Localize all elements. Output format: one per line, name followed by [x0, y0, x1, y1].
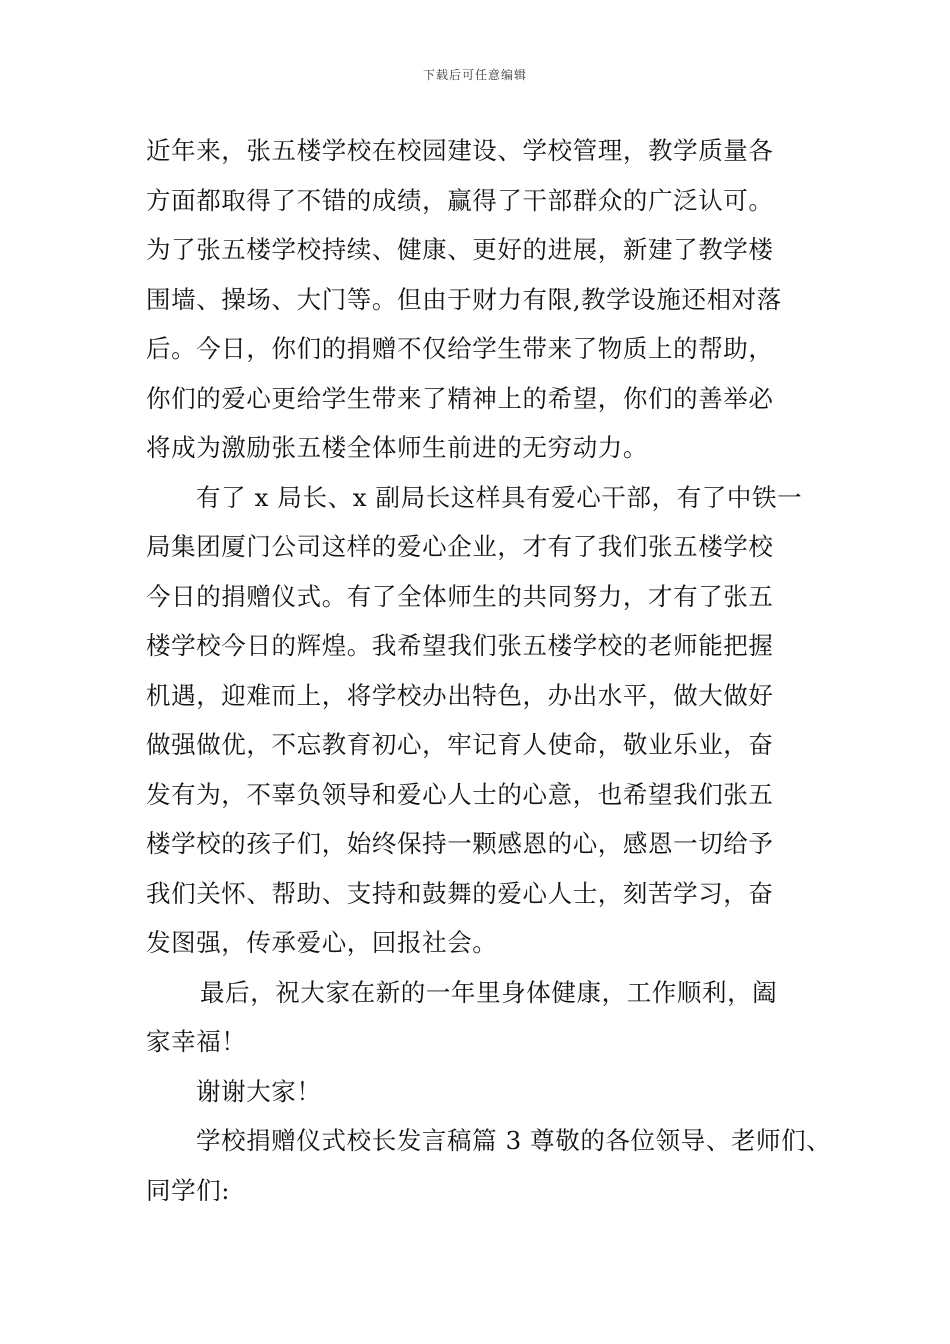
- text-line: 方面都取得了不错的成绩，赢得了干部群众的广泛认可。: [146, 185, 774, 215]
- text-line: 今日的捐赠仪式。有了全体师生的共同努力，才有了张五: [146, 581, 774, 611]
- text-line: 楼学校的孩子们，始终保持一颗感恩的心，感恩一切给予: [146, 829, 774, 858]
- text-line: 你们的爱心更给学生带来了精神上的希望，你们的善举必: [146, 383, 774, 413]
- text-line: 机遇，迎难而上，将学校办出特色，办出水平，做大做好: [146, 680, 774, 710]
- text-line: 局集团厦门公司这样的爱心企业，才有了我们张五楼学校: [146, 532, 774, 561]
- text-line: 近年来，张五楼学校在校园建设、学校管理，教学质量各: [146, 136, 774, 165]
- text-line: 我们关怀、帮助、支持和鼓舞的爱心人士，刻苦学习，奋: [146, 878, 774, 908]
- text-line: 发图强，传承爱心，回报社会。: [146, 928, 498, 957]
- text-line: 后。今日，你们的捐赠不仅给学生带来了物质上的帮助，: [146, 334, 774, 363]
- paragraph-start-line: 谢谢大家！: [196, 1076, 322, 1106]
- text-line: 楼学校今日的辉煌。我希望我们张五楼学校的老师能把握: [146, 631, 774, 660]
- text-line: 同学们:: [146, 1175, 231, 1205]
- page-header: 下载后可任意编辑: [422, 68, 527, 82]
- text-line: 做强做优，不忘教育初心，牢记育人使命，敬业乐业，奋: [146, 730, 774, 759]
- text-line: 为了张五楼学校持续、健康、更好的进展，新建了教学楼: [146, 235, 774, 264]
- paragraph-start-line: 最后，祝大家在新的一年里身体健康，工作顺利，阖: [200, 977, 778, 1007]
- text-line: 将成为激励张五楼全体师生前进的无穷动力。: [146, 433, 648, 462]
- paragraph-start-line: 学校捐赠仪式校长发言稿篇 3 尊敬的各位领导、老师们、: [196, 1126, 832, 1155]
- paragraph-start-line: 有了 x 局长、x 副局长这样具有爱心干部，有了中铁一: [196, 482, 803, 512]
- text-line: 围墙、操场、大门等。但由于财力有限,教学设施还相对落: [146, 284, 782, 314]
- document-body: [146, 126, 836, 1215]
- text-line: 发有为，不辜负领导和爱心人士的心意，也希望我们张五: [146, 779, 774, 809]
- text-line: 家幸福！: [146, 1027, 247, 1056]
